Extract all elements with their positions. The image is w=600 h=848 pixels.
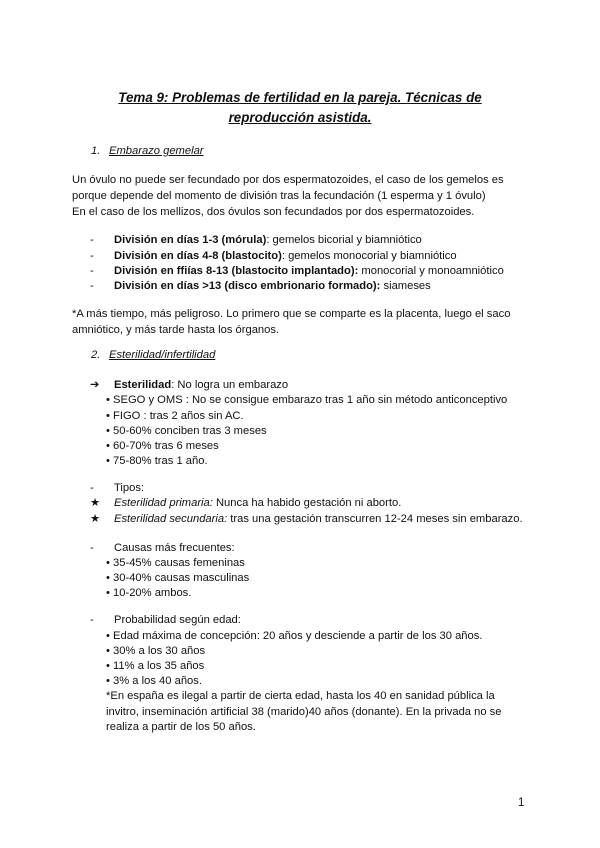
arrow-icon: ➔ [90, 379, 100, 391]
division-item: - División en ffiías 8-13 (blastocito implantado): monocorial y monoamniótico [90, 265, 504, 277]
division-item: - División en días >13 (disco embrionario formado): siameses [90, 280, 431, 292]
probabilidad-note-line-2: invitro, inseminación artificial 38 (marido)40 años (donante). En la privada no se [106, 706, 502, 718]
division-item: - División en días 4-8 (blastocito): gemelos monocorial y biamniótico [90, 250, 457, 262]
esterilidad-item: • 75-80% tras 1 año. [106, 455, 208, 467]
section-2-number: 2. [91, 349, 101, 361]
section-1-heading [91, 145, 204, 157]
causa-item: • 30-40% causas masculinas [106, 572, 250, 584]
intro-line-3: En el caso de los mellizos, dos óvulos son fecundados por dos espermatozoides. [72, 206, 475, 218]
causas-label: - Causas más frecuentes: [90, 542, 235, 554]
esterilidad-item: • SEGO y OMS : No se consigue embarazo tras 1 año sin método anticonceptivo [106, 394, 508, 406]
section-1-title: Embarazo gemelar [109, 145, 204, 157]
intro-line-2: porque depende del momento de división tras la fecundación (1 esperma y 1 óvulo) [72, 190, 486, 202]
section-1-number: 1. [91, 145, 101, 157]
star-icon: ★ [90, 497, 101, 509]
probabilidad-note-line-3: realiza a partir de los 50 años. [106, 721, 256, 733]
document-title-line-2: reproducción asistida. [228, 110, 372, 125]
probabilidad-note-line-1: *En españa es ilegal a partir de cierta edad, hasta los 40 en sanidad pública la [106, 690, 495, 702]
esterilidad-definition: ➔ Esterilidad: No logra un embarazo [90, 379, 289, 391]
note-line-2: amniótico, y más tarde hasta los órganos. [72, 324, 280, 336]
probabilidad-label: - Probabilidad según edad: [90, 614, 241, 626]
probabilidad-item: • 11% a los 35 años [106, 660, 205, 672]
causa-item: • 35-45% causas femeninas [106, 557, 245, 569]
note-line-1: *A más tiempo, más peligroso. Lo primero que se comparte es la placenta, luego el saco [72, 308, 511, 320]
probabilidad-item: • 30% a los 30 años [106, 645, 206, 657]
tipo-item: ★ Esterilidad primaria: Nunca ha habido gestación ni aborto. [90, 497, 402, 509]
tipo-item: ★ Esterilidad secundaria: tras una gestación transcurren 12-24 meses sin embarazo. [90, 513, 523, 525]
section-2-title: Esterilidad/infertilidad [109, 349, 216, 361]
intro-line-1: Un óvulo no puede ser fecundado por dos espermatozoides, el caso de los gemelos es [72, 174, 504, 186]
document-title-line-1: Tema 9: Problemas de fertilidad en la pareja. Técnicas de [118, 90, 482, 105]
probabilidad-item: • Edad máxima de concepción: 20 años y desciende a partir de los 30 años. [106, 630, 483, 642]
division-item: - División en días 1-3 (mórula): gemelos bicorial y biamniótico [90, 234, 422, 246]
tipos-label: - Tipos: [90, 482, 145, 494]
esterilidad-item: • 60-70% tras 6 meses [106, 440, 219, 452]
esterilidad-item: • 50-60% conciben tras 3 meses [106, 425, 267, 437]
page-number: 1 [518, 797, 525, 809]
section-2-heading [91, 349, 215, 361]
esterilidad-item: • FIGO : tras 2 años sin AC. [106, 410, 244, 422]
star-icon: ★ [90, 513, 101, 525]
probabilidad-item: • 3% a los 40 años. [106, 675, 202, 687]
causa-item: • 10-20% ambos. [106, 587, 192, 599]
